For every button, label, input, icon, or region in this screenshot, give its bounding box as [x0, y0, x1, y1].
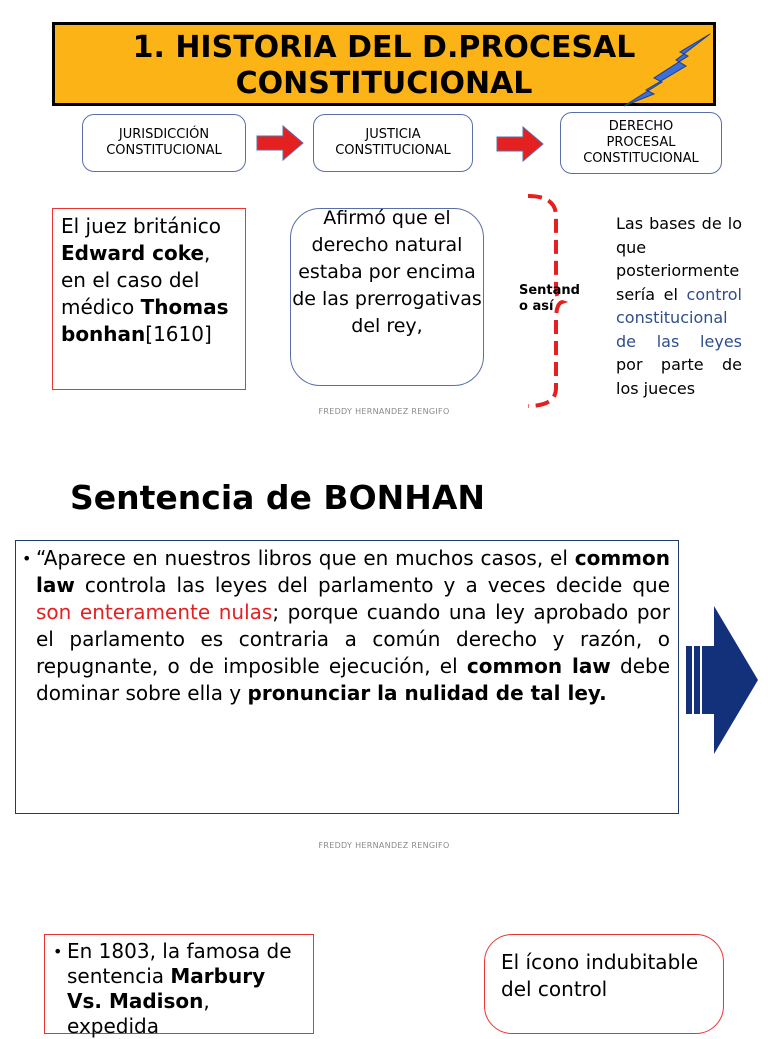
text: El juez británico	[61, 214, 221, 238]
flow-label: CONSTITUCIONAL	[335, 143, 451, 158]
text: Las bases de lo que posteriormente sería el	[616, 214, 742, 304]
footer-author: FREDDY HERNANDEZ RENGIFO	[318, 841, 450, 850]
arrow-right-icon	[257, 126, 303, 160]
slide1-title-line1: 1. HISTORIA DEL D.PROCESAL	[132, 30, 636, 65]
flow-label: CONSTITUCIONAL	[583, 151, 699, 166]
text: controla las leyes del parlamento y a veces decide que	[74, 573, 670, 597]
text: “Aparece en nuestros libros que en muchos casos, el	[36, 546, 575, 570]
rey-text-box	[290, 208, 484, 386]
text: , en el caso del médico	[61, 241, 211, 319]
bases-text	[616, 212, 742, 432]
bold-text: common law	[36, 546, 670, 597]
arrow-right-icon	[686, 606, 758, 754]
bullet: •	[53, 942, 63, 961]
slide1-title	[52, 22, 716, 106]
lightning-icon	[624, 30, 712, 108]
text: ; porque cuando una ley aprobado por el parlamento es contraria a común derecho y razón, o repugnante, o de imposible ejecución, el	[36, 600, 670, 678]
text: por parte de los jueces	[616, 355, 742, 398]
bold-text: common law	[466, 654, 611, 678]
footer-author: FREDDY HERNANDEZ RENGIFO	[318, 407, 450, 416]
bonhan-quote-box	[15, 540, 679, 814]
coke-text-box	[52, 208, 246, 390]
rey-text: Afirmó que el derecho natural estaba por encima de las prerrogativas del rey,	[292, 207, 482, 337]
flow-box-derecho-procesal	[560, 112, 722, 174]
icono-text: El ícono indubitable del control	[501, 950, 699, 1001]
bold-text: Edward coke	[61, 241, 205, 265]
red-text: son enteramente nulas	[36, 600, 273, 624]
flow-label: JURISDICCIÓN	[118, 127, 210, 142]
sentando-text: Sentand o así	[519, 283, 580, 314]
text: , expedida	[67, 989, 210, 1038]
marbury-text-box	[44, 934, 314, 1038]
bold-text: pronunciar la nulidad de tal ley.	[247, 681, 607, 705]
slide1-title-line2: CONSTITUCIONAL	[235, 66, 533, 101]
flow-box-jurisdiccion	[82, 114, 246, 172]
blue-text: control constitucional de las leyes	[616, 284, 742, 351]
text: En 1803, la famosa de sentencia	[67, 939, 292, 988]
text: debe dominar sobre ella y	[36, 654, 671, 705]
flow-label: CONSTITUCIONAL	[106, 143, 222, 158]
flow-box-justicia	[313, 114, 473, 172]
slide2-heading: Sentencia de BONHAN	[70, 478, 486, 517]
text: [1610]	[145, 322, 212, 346]
arrow-right-icon	[497, 127, 543, 161]
flow-label: PROCESAL	[606, 135, 676, 150]
bold-text: Thomas bonhan	[61, 295, 229, 346]
flow-label: JUSTICIA	[365, 127, 421, 142]
flow-label: DERECHO	[608, 119, 674, 134]
bullet: •	[22, 549, 32, 568]
icono-text-box	[484, 934, 724, 1034]
bold-text: Marbury Vs. Madison	[67, 964, 266, 1013]
